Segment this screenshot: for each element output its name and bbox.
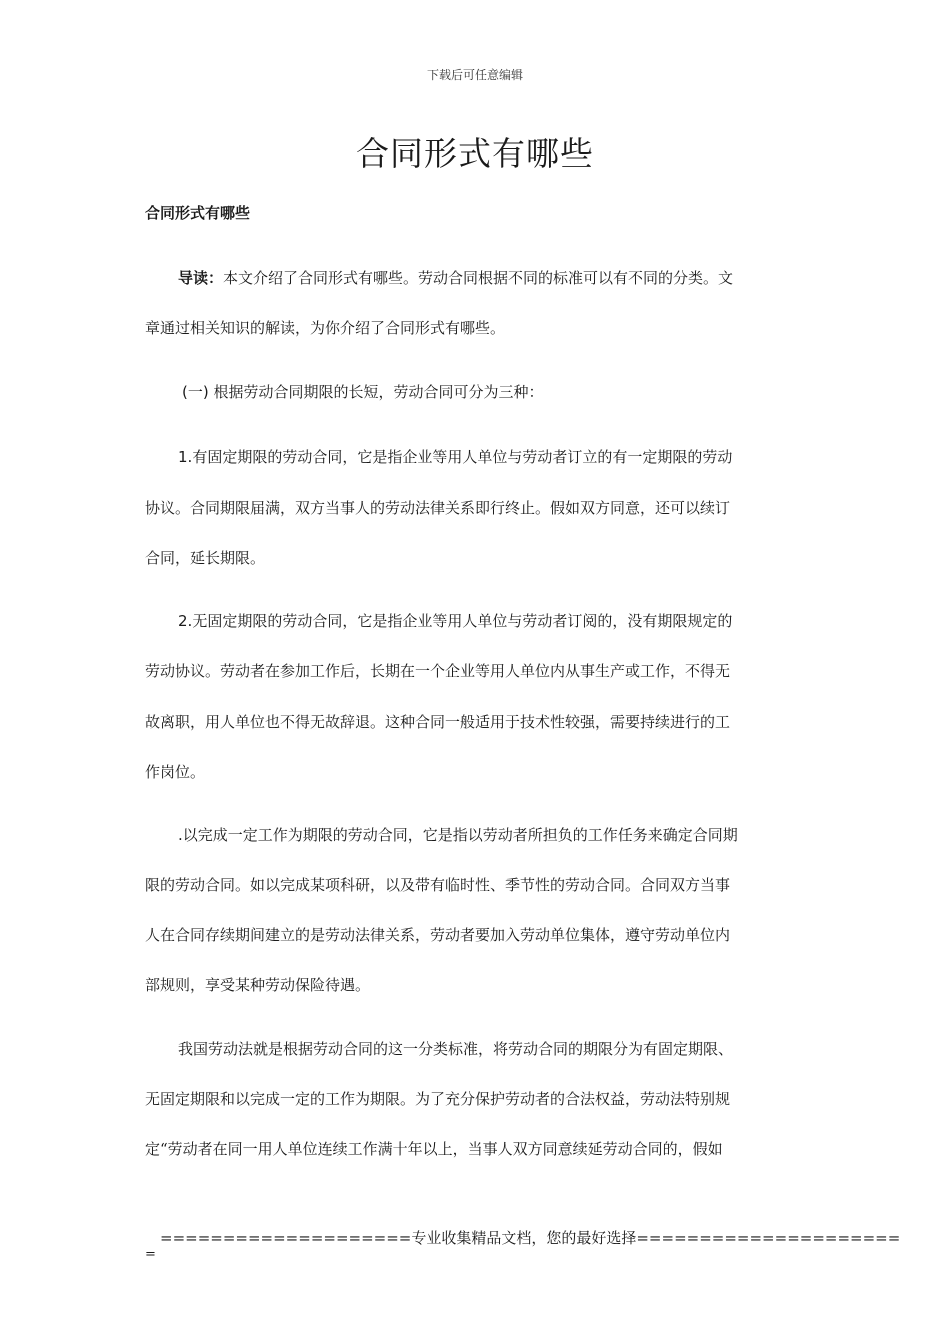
item-2-line-4: 作岗位。 — [145, 763, 206, 781]
subtitle: 合同形式有哪些 — [145, 204, 251, 222]
page-title: 合同形式有哪些 — [356, 134, 594, 173]
item-3-line-2: 限的劳动合同。如以完成某项科研，以及带有临时性、季节性的劳动合同。合同双方当事 — [145, 876, 731, 894]
item-3-line-3: 人在合同存续期间建立的是劳动法律关系，劳动者要加入劳动单位集体，遵守劳动单位内 — [145, 926, 731, 944]
para-4-line-1: 我国劳动法就是根据劳动合同的这一分类标准，将劳动合同的期限分为有固定期限、 — [178, 1040, 734, 1058]
footer-banner: ====================专业收集精品文档，您的最好选择===================== — [160, 1229, 901, 1247]
item-3-text: 以完成一定工作为期限的劳动合同，它是指以劳动者所担负的工作任务来确定合同期 — [182, 826, 738, 844]
section-text: 根据劳动合同期限的长短，劳动合同可分为三种： — [213, 383, 544, 401]
intro-label: 导读： — [178, 269, 224, 287]
item-1-line-1 — [178, 446, 732, 467]
para-4-line-3: 定“劳动者在同一用人单位连续工作满十年以上，当事人双方同意续延劳动合同的，假如 — [145, 1140, 723, 1158]
item-3-number: . — [178, 826, 183, 844]
item-2-line-3: 故离职，用人单位也不得无故辞退。这种合同一般适用于技术性较强，需要持续进行的工 — [145, 713, 731, 731]
item-3-line-4: 部规则，享受某种劳动保险待遇。 — [145, 976, 371, 994]
item-1-number: 1. — [178, 448, 193, 466]
item-1-text: 有固定期限的劳动合同，它是指企业等用人单位与劳动者订立的有一定期限的劳动 — [192, 448, 733, 466]
intro-line-1 — [178, 267, 733, 288]
item-3-line-1 — [178, 824, 738, 845]
intro-text: 本文介绍了合同形式有哪些。劳动合同根据不同的标准可以有不同的分类。文 — [223, 269, 734, 287]
item-2-line-1 — [178, 610, 732, 631]
section-number: (一) — [182, 383, 209, 401]
item-2-line-2: 劳动协议。劳动者在参加工作后，长期在一个企业等用人单位内从事生产或工作，不得无 — [145, 662, 731, 680]
footer-tail: = — [145, 1247, 156, 1262]
item-2-text: 无固定期限的劳动合同，它是指企业等用人单位与劳动者订阅的，没有期限规定的 — [192, 612, 733, 630]
intro-line-2: 章通过相关知识的解读，为你介绍了合同形式有哪些。 — [145, 319, 506, 337]
item-1-line-2: 协议。合同期限届满，双方当事人的劳动法律关系即行终止。假如双方同意，还可以续订 — [145, 499, 731, 517]
para-4-line-2: 无固定期限和以完成一定的工作为期限。为了充分保护劳动者的合法权益，劳动法特别规 — [145, 1090, 731, 1108]
header-note: 下载后可任意编辑 — [426, 68, 523, 82]
item-2-number: 2. — [178, 612, 193, 630]
section-heading — [182, 381, 544, 402]
item-1-line-3: 合同，延长期限。 — [145, 549, 266, 567]
